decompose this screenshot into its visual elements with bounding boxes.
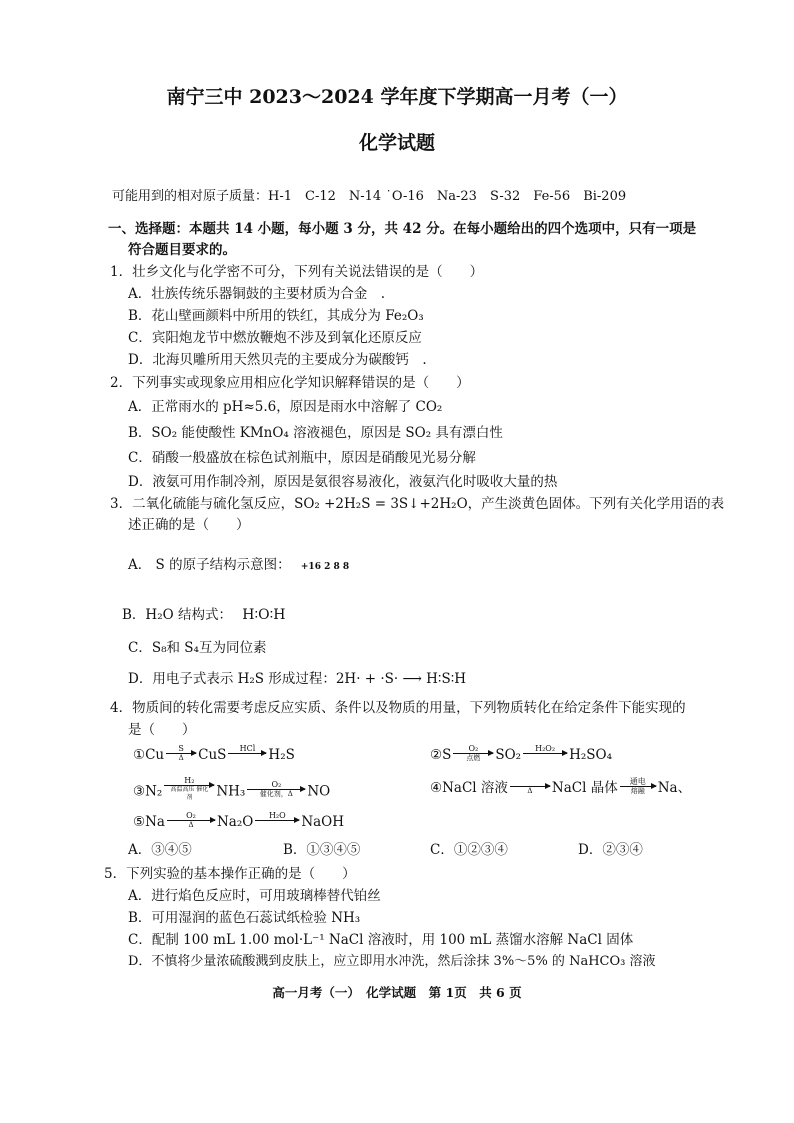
atomic-masses: 可能用到的相对原子质量：H-1 C-12 N-14 ˙O-16 Na-23 S-32 Fe-56 Bi-209 [112, 189, 627, 204]
q3-option-c: C．S₈和 S₄互为同位素 [128, 640, 267, 656]
reaction-1-end: H₂S [268, 747, 295, 763]
reaction-arrow: H₂O [255, 811, 299, 829]
q1-option-c: C．宾阳炮龙节中燃放鞭炮不涉及到氧化还原反应 [128, 330, 422, 346]
water-structural-formula: H∶O∶H [242, 607, 286, 623]
reaction-arrow: H₂ 高温高压 催化剂 [164, 776, 214, 802]
reaction-arrow: H₂O₂ [523, 744, 567, 762]
reaction-arrow: $\frac{S}{\Delta}$ [166, 744, 196, 762]
reaction-3-end: NO [307, 783, 331, 800]
q3-option-a-label: A． S 的原子结构示意图： [128, 557, 291, 573]
q1-stem: 1．壮乡文化与化学密不可分，下列有关说法错误的是（ ） [110, 264, 484, 280]
reaction-5-start: ⑤Na [133, 814, 165, 830]
reaction-3-start: ③N₂ [133, 783, 163, 800]
reaction-1-mid: CuS [198, 747, 227, 763]
q3-option-d: D．用电子式表示 H₂S 形成过程：2H· + ·S· ⟶ H∶S∶H [128, 671, 466, 687]
q4-option-d: D．②③④ [578, 842, 643, 858]
q5-option-a: A．进行焰色反应时，可用玻璃棒替代铂丝 [128, 888, 381, 904]
q2-option-d: D．液氨可用作制冷剂，原因是氨很容易液化，液氨汽化时吸收大量的热 [128, 474, 558, 490]
q1-option-b: B．花山壁画颜料中所用的铁红，其成分为 Fe₂O₃ [128, 308, 424, 324]
q3-stem-line1: 3．二氧化硫能与硫化氢反应，SO₂ +2H₂S = 3S↓+2H₂O，产生淡黄色固体。下列有关化学用语的表 [110, 496, 725, 512]
page-footer: 高一月考（一） 化学试题 第 1页 共 6 页 [272, 985, 522, 1000]
section-instructions-line1: 一、选择题：本题共 14 小题，每小题 3 分，共 42 分。在每小题给出的四个选项中，只有一项是 [108, 221, 697, 237]
q1-option-a: A．壮族传统乐器铜鼓的主要材质为合金 . [128, 286, 386, 302]
reaction-1-start: ①Cu [133, 747, 165, 763]
reaction-4-end: Na、 [657, 780, 692, 796]
q4-option-a: A．③④⑤ [128, 842, 192, 858]
q4-option-c: C．①②③④ [430, 842, 508, 858]
q4-stem-line2: 是（ ） [128, 722, 196, 738]
q3-option-b [122, 606, 285, 624]
atom-structure-diagram: +16 2 8 8 [300, 562, 350, 572]
q5-option-b: B．可用湿润的蓝色石蕊试纸检验 NH₃ [128, 910, 361, 926]
reaction-arrow: 通电 熔融 [620, 777, 656, 795]
q5-option-c: C．配制 100 mL 1.00 mol·L⁻¹ NaCl 溶液时，用 100 mL 蒸馏水溶解 NaCl 固体 [128, 932, 634, 948]
q5-stem: 5．下列实验的基本操作正确的是（ ） [104, 866, 356, 882]
reaction-5-mid: Na₂O [216, 814, 254, 830]
section-instructions-line2: 符合题目要求的。 [128, 242, 236, 258]
reaction-2 [430, 743, 613, 765]
reaction-3 [133, 776, 331, 805]
reaction-arrow: HCl [228, 744, 266, 762]
q2-stem: 2．下列事实或现象应用相应化学知识解释错误的是（ ） [110, 375, 470, 391]
exam-title: 南宁三中 2023～2024 学年度下学期高一月考（一） [166, 86, 628, 108]
reaction-4-start: ④NaCl 溶液 [430, 780, 508, 796]
q4-option-b: B．①③④⑤ [283, 842, 361, 858]
q2-option-c: C．硝酸一般盛放在棕色试剂瓶中，原因是硝酸见光易分解 [128, 450, 476, 466]
reaction-arrow: O₂ 催化剂，Δ [247, 780, 305, 798]
q5-option-d: D．不慎将少量浓硫酸溅到皮肤上，应立即用水冲洗，然后涂抹 3%～5% 的 NaHCO₃ 溶液 [128, 954, 656, 969]
q4-stem-line1: 4．物质间的转化需要考虑反应实质、条件以及物质的用量，下列物质转化在给定条件下能实现的 [110, 700, 686, 716]
q3-option-a [128, 556, 349, 576]
reaction-2-end: H₂SO₄ [569, 747, 613, 763]
reaction-3-mid: NH₃ [216, 783, 246, 800]
reaction-arrow: O₂ 点燃 [453, 744, 493, 762]
reaction-4 [430, 776, 692, 798]
reaction-2-mid: SO₂ [495, 747, 522, 763]
q1-option-d: D．北海贝雕所用天然贝壳的主要成分为碳酸钙 . [128, 352, 427, 368]
q2-option-b: B．SO₂ 能使酸性 KMnO₄ 溶液褪色，原因是 SO₂ 具有漂白性 [128, 425, 503, 441]
q2-option-a: A．正常雨水的 pH≈5.6，原因是雨水中溶解了 CO₂ [128, 399, 443, 415]
reaction-arrow: Δ [510, 777, 550, 795]
reaction-4-mid: NaCl 晶体 [551, 780, 618, 796]
q3-option-b-label: B．H₂O 结构式： [122, 607, 232, 623]
reaction-1 [133, 743, 295, 765]
q3-stem-line2: 述正确的是（ ） [128, 517, 250, 533]
reaction-arrow: $\frac{\text{O₂}}{\Delta}$ [167, 811, 215, 829]
reaction-5-end: NaOH [301, 814, 345, 830]
exam-subtitle: 化学试题 [358, 132, 435, 154]
reaction-2-start: ②S [430, 747, 452, 763]
reaction-5 [133, 810, 345, 832]
